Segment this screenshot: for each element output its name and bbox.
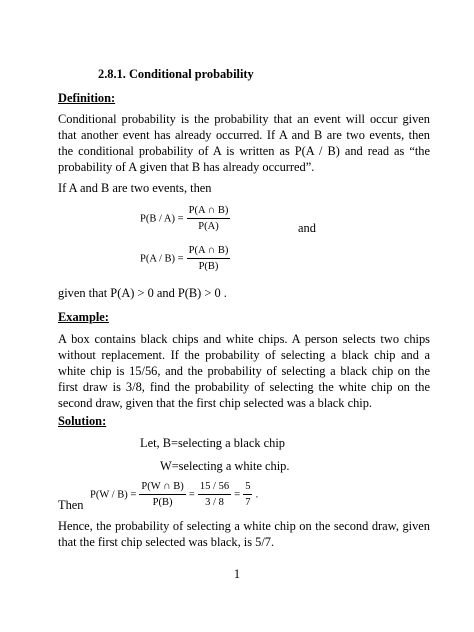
solution-formula: P(W / B) = $\frac{P(W \cap B)}{P(B)}$ = $\frac{15 / 56}{3 / 8}$ = $\frac{5}{7}$ . xyxy=(90,481,259,508)
then-word: Then xyxy=(58,498,84,512)
and-word: and xyxy=(298,221,316,235)
solution-fraction-1 xyxy=(139,480,185,509)
formula2-fraction xyxy=(187,244,231,273)
let-line: Let, B=selecting a black chip xyxy=(140,436,285,450)
formula1-lhs: P(B / A) = xyxy=(140,213,184,225)
w-line: W=selecting a white chip. xyxy=(160,459,290,473)
solution-fraction-3 xyxy=(243,480,252,509)
solution-den1: P(B) xyxy=(152,497,173,508)
solution-den2: 3 / 8 xyxy=(205,497,224,508)
solution-num1: P(W ∩ B) xyxy=(139,480,185,495)
formula1-fraction xyxy=(187,204,231,233)
definition-heading: Definition: xyxy=(58,91,116,105)
formula-a-given-b xyxy=(140,244,230,273)
formula2-lhs: P(A / B) = xyxy=(140,253,184,265)
formula-b-given-a xyxy=(140,204,230,233)
example-heading: Example: xyxy=(58,310,109,324)
solution-num3: 5 xyxy=(243,480,252,495)
formula2-numerator: P(A ∩ B) xyxy=(187,244,231,259)
definition-intro: If A and B are two events, then xyxy=(58,181,212,195)
solution-lhs: P(W / B) = xyxy=(90,489,137,501)
condition-line: given that P(A) > 0 and P(B) > 0 . xyxy=(58,286,227,300)
conclusion-paragraph: Hence, the probability of selecting a white chip on the second draw, given that the first chip selected was black, is 5/7. xyxy=(58,519,430,549)
solution-den3: 7 xyxy=(245,497,251,508)
definition-paragraph: Conditional probability is the probability that an event will occur given that another event has already occurred. If A and B are two events, then the conditional probability of A is written as P(A / B) and read as “the probability of A given that B has already occurred”. xyxy=(58,112,430,174)
example-paragraph: A box contains black chips and white chips. A person selects two chips without replacement. If the probability of selecting a black chip and a white chip is 15/56, and the probability of selecting a black chip on the first draw is 3/8, find the probability of selecting the white chip on the second draw, given that the first chip selected was a black chip. xyxy=(58,332,430,410)
page-number: 1 xyxy=(233,567,241,581)
solution-num2: 15 / 56 xyxy=(198,480,231,495)
solution-heading: Solution: xyxy=(58,414,107,428)
solution-fraction-2 xyxy=(198,480,231,509)
formula1-denominator: P(A) xyxy=(198,221,219,232)
formula2-denominator: P(B) xyxy=(198,261,219,272)
formula1-numerator: P(A ∩ B) xyxy=(187,204,231,219)
section-title: 2.8.1. Conditional probability xyxy=(98,67,254,81)
